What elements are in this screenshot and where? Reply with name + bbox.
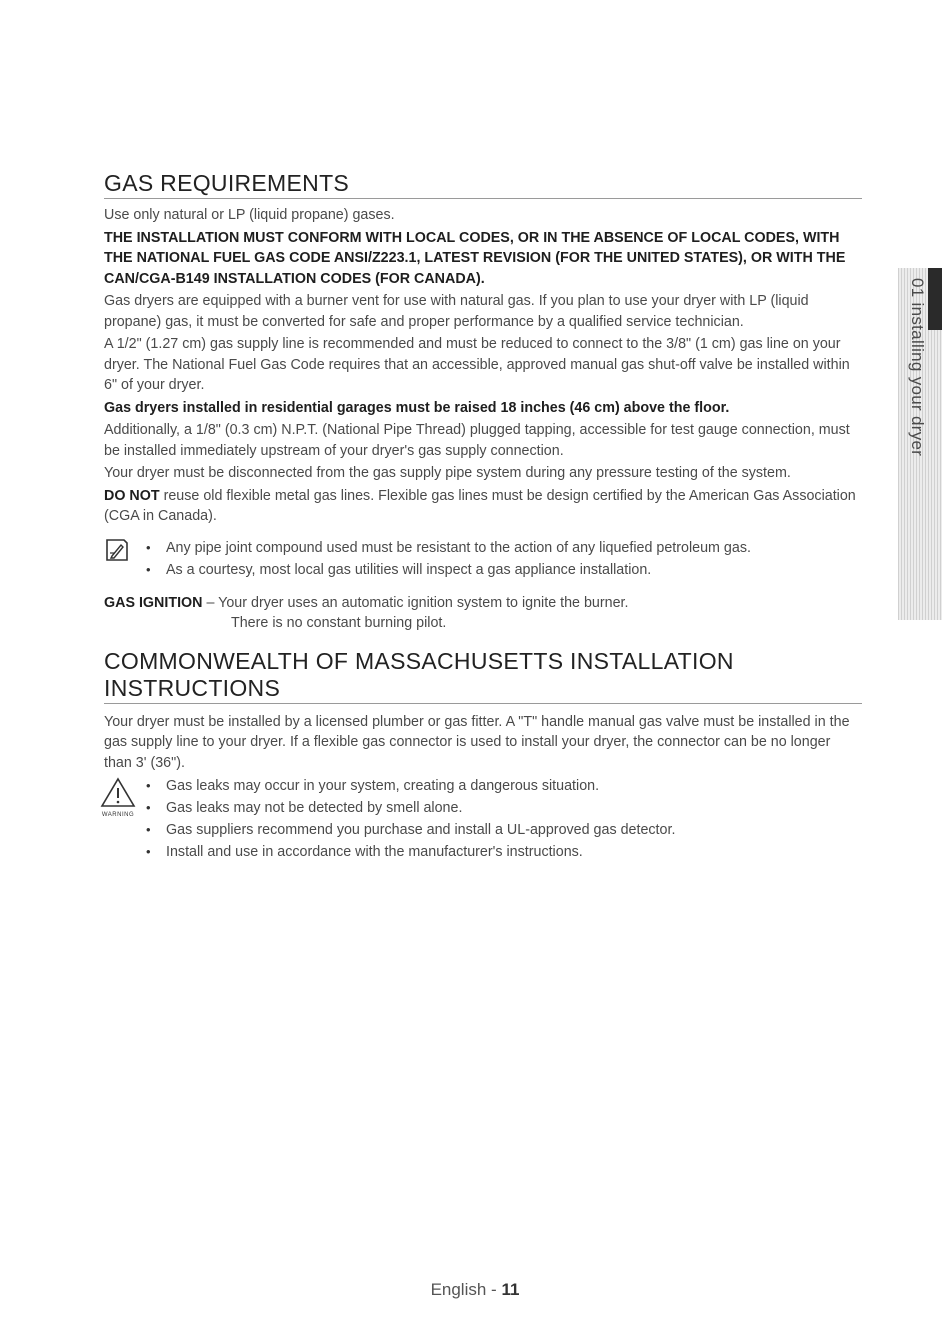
paragraph-gas-types: Use only natural or LP (liquid propane) gases. [104,207,395,223]
page-content [101,170,862,863]
do-not-lead: DO NOT [104,487,160,504]
warning-item: • Gas leaks may not be detected by smell alone. [144,797,862,819]
paragraph-garage-warning: Gas dryers installed in residential garages must be raised 18 inches (46 cm) above the floor. [104,399,730,416]
paragraph-licensed-plumber: Your dryer must be installed by a licensed plumber or gas fitter. A "T" handle manual gas valve must be installed in the gas supply line to your dryer. If a flexible gas connector is used to install your dryer, the connector can be no longer than 3' (36"). [104,713,850,771]
massachusetts-section [101,647,862,864]
gas-ignition-line-1 [104,593,862,614]
page-number: 11 [501,1280,520,1299]
chapter-marker [928,268,942,330]
gas-ignition-paragraph [104,593,862,634]
warning-icon-group [98,775,138,819]
gas-ignition-line-2: There is no constant burning pilot. [231,615,447,631]
gas-ignition-lead: GAS IGNITION [104,594,203,611]
warning-item: • Install and use in accordance with the manufacturer's instructions. [144,841,862,863]
warning-item: • Gas suppliers recommend you purchase and install a UL-approved gas detector. [144,819,862,841]
warning-list [144,775,862,863]
warning-block [101,775,862,863]
section-title-gas-requirements: GAS REQUIREMENTS [104,170,862,199]
page-footer [0,1280,950,1300]
flexible-lines-text: reuse old flexible metal gas lines. Flexible gas lines must be design certified by the American Gas Association (CGA in Canada). [104,487,856,524]
chapter-side-tab [898,268,942,620]
warning-label: WARNING [101,812,135,818]
warning-item: • Gas leaks may occur in your system, creating a dangerous situation. [144,775,862,797]
paragraph-installation-codes: THE INSTALLATION MUST CONFORM WITH LOCAL CODES, OR IN THE ABSENCE OF LOCAL CODES, WITH THE NATIONAL FUEL GAS CODE ANSI/Z223.1, LATEST REVISION (FOR THE UNITED STATES), OR WITH THE CAN/CGA-B149 INSTALLATION CODES (FOR CANADA). [104,229,846,287]
note-item: • Any pipe joint compound used must be resistant to the action of any liquefied petroleum gas. [144,537,862,559]
note-icon [104,537,130,563]
paragraph-flexible-lines [104,486,862,527]
note-list [144,537,862,581]
paragraph-pressure-testing: Your dryer must be disconnected from the gas supply pipe system during any pressure testing of the system. [104,465,791,481]
paragraph-npt-tapping: Additionally, a 1/8" (0.3 cm) N.P.T. (National Pipe Thread) plugged tapping, accessible for test gauge connection, must be installed immediately upstream of your dryer's gas supply connection. [104,422,850,459]
paragraph-burner-vent: Gas dryers are equipped with a burner vent for use with natural gas. If you plan to use your dryer with LP (liquid propane) gas, it must be converted for safe and proper performance by a qualified service technician. [104,293,809,330]
section-title-massachusetts: COMMONWEALTH OF MASSACHUSETTS INSTALLATION INSTRUCTIONS [104,648,862,704]
chapter-tab-label: 01 installing your dryer [908,278,927,457]
paragraph-supply-line: A 1/2" (1.27 cm) gas supply line is recommended and must be reduced to connect to the 3/8" (1 cm) gas line on your dryer. The National Fuel Gas Code requires that an accessible, approved manual gas shut-off valve be installed within 6" of your dryer. [104,336,850,393]
footer-language: English - [430,1280,502,1299]
note-block [104,537,862,581]
note-item: • As a courtesy, most local gas utilities will inspect a gas appliance installation. [144,559,862,581]
gas-ignition-text: – Your dryer uses an automatic ignition system to ignite the burner. [202,594,629,611]
gas-requirements-section [104,170,862,634]
warning-triangle-icon [98,775,138,809]
